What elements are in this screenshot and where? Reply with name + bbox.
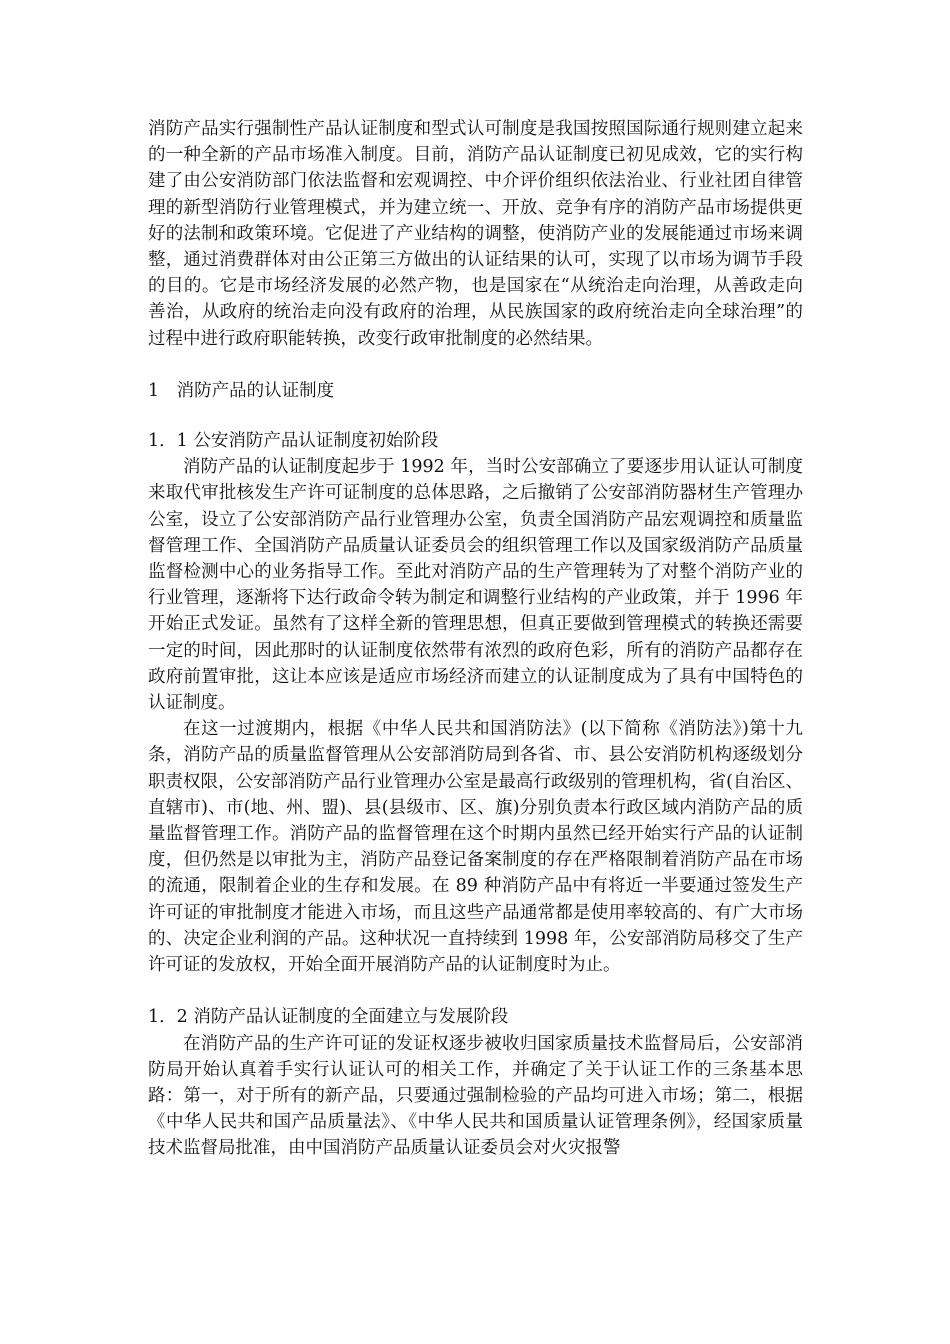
section-1-1-paragraph-2: 在这一过渡期内，根据《中华人民共和国消防法》(以下简称《消防法》)第十九条，消防产品的质量监督管理从公安部消防局到各省、市、县公安消防机构逐级划分职责权限，公安部消防产品行业管理办公室是最高行政级别的管理机构，省(自治区、直辖市)、市(地、州、盟)、县(县级市、区、旗)分别负责本行政区域内消防产品的质量监督管理工作。消防产品的监督管理在这个时期内虽然已经开始实行产品的认证制度，但仍然是以审批为主，消防产品登记备案制度的存在严格限制着消防产品在市场的流通，限制着企业的生存和发展。在 89 种消防产品中有将近一半要通过签发生产许可证的审批制度才能进入市场，而且这些产品通常都是使用率较高的、有广大市场的、决定企业利润的产品。这种状况一直持续到 1998 年，公安部消防局移交了生产许可证的发放权，开始全面开展消防产品的认证制度时为止。 — [148, 719, 803, 976]
section-1-2-paragraph-1: 在消防产品的生产许可证的发证权逐步被收归国家质量技术监督局后，公安部消防局开始认真着手实行认证认可的相关工作，并确定了关于认证工作的三条基本思路：第一，对于所有的新产品，只要通过强制检验的产品均可进入市场；第二，根据《中华人民共和国产品质量法》、《中华人民共和国质量认证管理条例》，经国家质量技术监督局批准，由中国消防产品质量认证委员会对火灾报警 — [148, 1033, 803, 1159]
section-1-1-heading: 1．1 公安消防产品认证制度初始阶段 — [148, 431, 439, 452]
spacer — [148, 978, 803, 1004]
document-page — [148, 116, 803, 1162]
spacer — [148, 404, 803, 428]
spacer — [148, 352, 803, 378]
section-1-1-paragraph-1: 消防产品的认证制度起步于 1992 年，当时公安部确立了要逐步用认证认可制度来取代审批核发生产许可证制度的总体思路，之后撤销了公安部消防器材生产管理办公室，设立了公安部消防产品行业管理办公室，负责全国消防产品宏观调控和质量监督管理工作、全国消防产品质量认证委员会的组织管理工作以及国家级消防产品质量监督检测中心的业务指导工作。至此对消防产品的生产管理转为了对整个消防产业的行业管理，逐渐将下达行政命令转为制定和调整行业结构的产业政策，并于 1996 年开始正式发证。虽然有了这样全新的管理思想，但真正要做到管理模式的转换还需要一定的时间，因此那时的认证制度依然带有浓烈的政府色彩，所有的消防产品都存在政府前置审批，这让本应该是适应市场经济而建立的认证制度成为了具有中国特色的认证制度。 — [148, 457, 803, 714]
section-1-2-heading: 1．2 消防产品认证制度的全面建立与发展阶段 — [148, 1007, 509, 1028]
intro-paragraph: 消防产品实行强制性产品认证制度和型式认可制度是我国按照国际通行规则建立起来的一种全新的产品市场准入制度。目前，消防产品认证制度已初见成效，它的实行构建了由公安消防部门依法监督和宏观调控、中介评价组织依法治业、行业社团自律管理的新型消防行业管理模式，并为建立统一、开放、竞争有序的消防产品市场提供更好的法制和政策环境。它促进了产业结构的调整，使消防产业的发展能通过市场来调整，通过消费群体对由公正第三方做出的认证结果的认可，实现了以市场为调节手段的目的。它是市场经济发展的必然产物，也是国家在“从统治走向治理，从善政走向善治，从政府的统治走向没有政府的治理，从民族国家的政府统治走向全球治理”的过程中进行政府职能转换，改变行政审批制度的必然结果。 — [148, 119, 803, 349]
section-1-heading: 1 消防产品的认证制度 — [148, 380, 335, 401]
